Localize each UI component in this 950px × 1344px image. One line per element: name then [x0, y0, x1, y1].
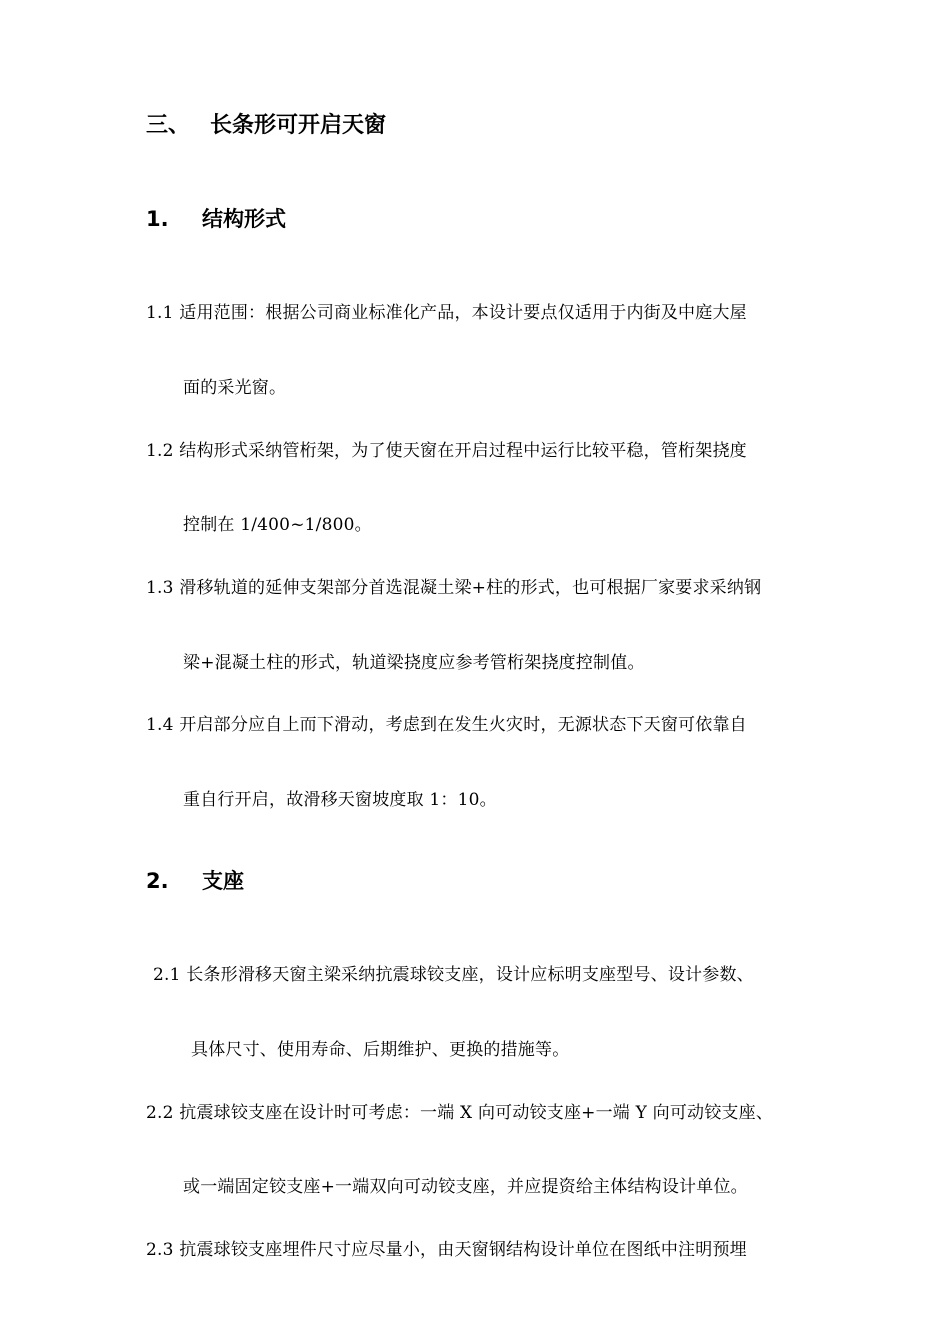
paragraph-line: 1.2 结构形式采纳管桁架，为了使天窗在开启过程中运行比较平稳，管桁架挠度 [146, 441, 747, 461]
paragraph-line: 1.1 适用范围：根据公司商业标准化产品，本设计要点仅适用于内街及中庭大屋 [146, 303, 747, 323]
paragraph-line: 梁+混凝土柱的形式，轨道梁挠度应参考管桁架挠度控制值。 [183, 653, 645, 673]
section-1-title: 结构形式 [202, 207, 286, 231]
paragraph-line: 或一端固定铰支座+一端双向可动铰支座，并应提资给主体结构设计单位。 [183, 1177, 748, 1197]
paragraph-line: 1.3 滑移轨道的延伸支架部分首选混凝土梁+柱的形式，也可根据厂家要求采纳钢 [146, 578, 762, 598]
paragraph-line: 2.1 长条形滑移天窗主梁采纳抗震球铰支座，设计应标明支座型号、设计参数、 [153, 965, 754, 985]
paragraph-line: 2.2 抗震球铰支座在设计时可考虑：一端 X 向可动铰支座+一端 Y 向可动铰支座、 [146, 1103, 774, 1123]
paragraph-line: 1.4 开启部分应自上而下滑动，考虑到在发生火灾时，无源状态下天窗可依靠自 [146, 715, 747, 735]
section-1-number: 1. [146, 207, 169, 231]
main-heading [146, 108, 386, 139]
main-heading-title: 长条形可开启天窗 [210, 113, 387, 138]
paragraph-line: 2.3 抗震球铰支座埋件尺寸应尽量小，由天窗钢结构设计单位在图纸中注明预埋 [146, 1240, 747, 1260]
paragraph-line: 具体尺寸、使用寿命、后期维护、更换的措施等。 [191, 1040, 570, 1060]
main-heading-number: 三、 [146, 113, 191, 138]
section-2-heading [146, 865, 244, 895]
paragraph-line: 控制在 1/400~1/800。 [183, 515, 372, 535]
paragraph-line: 面的采光窗。 [183, 378, 287, 398]
paragraph-line: 重自行开启，故滑移天窗坡度取 1：10。 [183, 790, 497, 810]
section-1-heading [146, 203, 286, 233]
section-2-number: 2. [146, 869, 169, 893]
section-2-title: 支座 [202, 869, 244, 893]
